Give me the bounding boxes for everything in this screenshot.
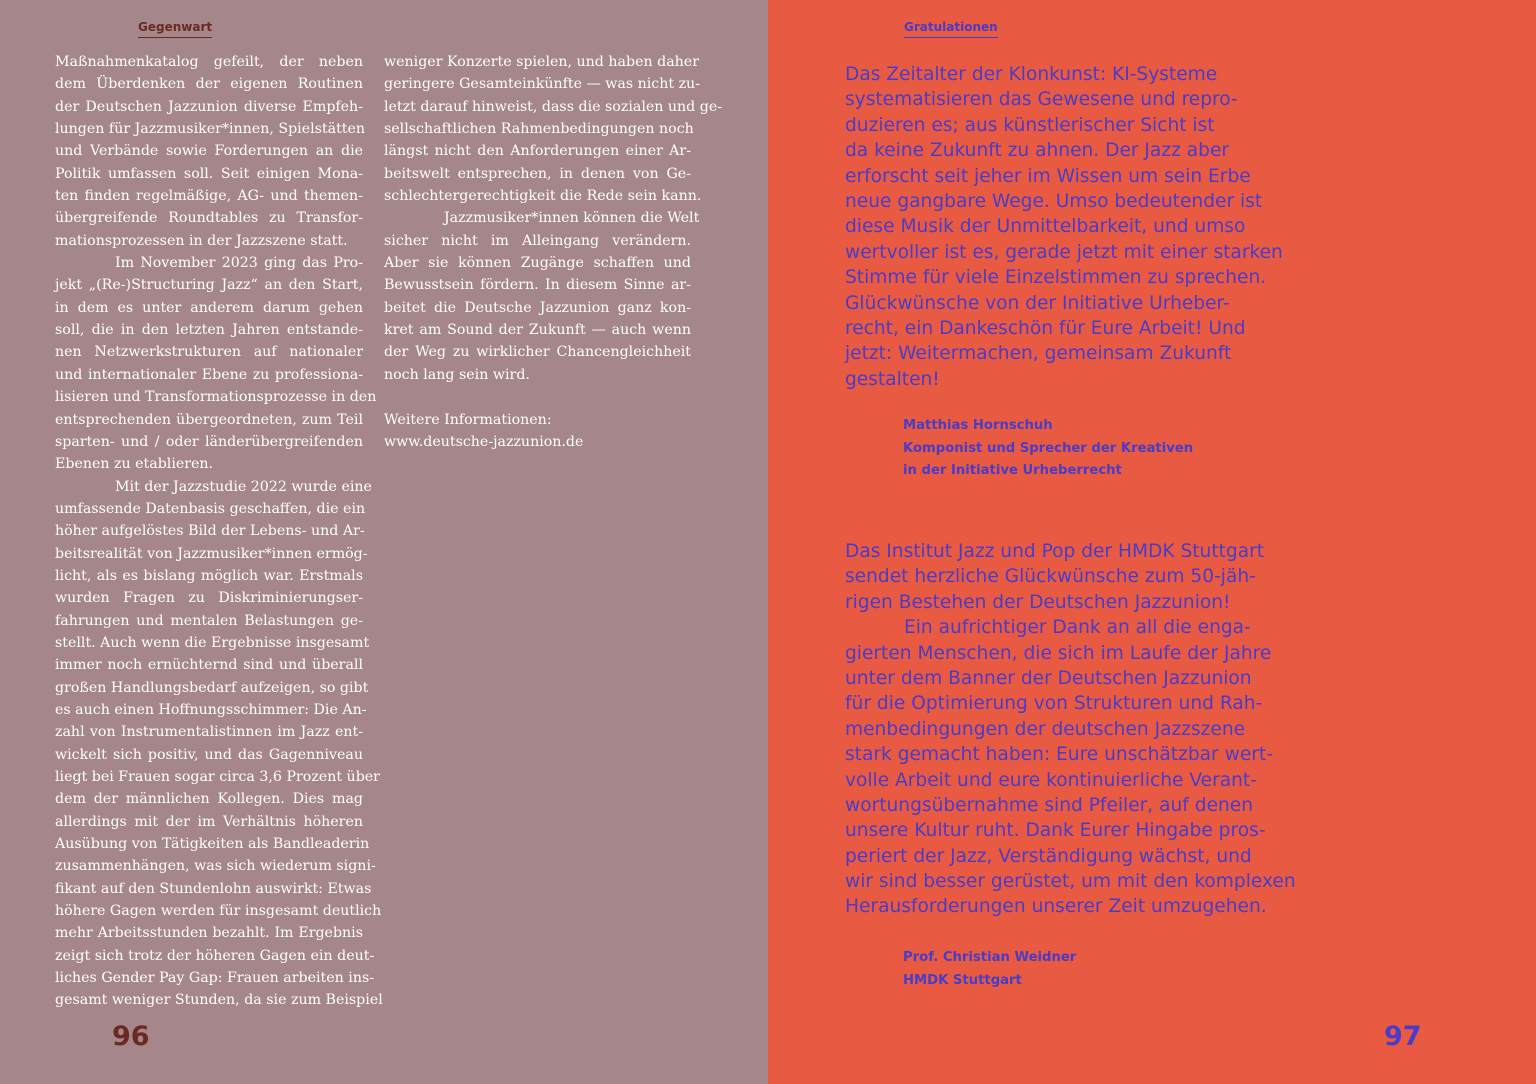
text-line: zusammenhängen, was sich wiederum signi- bbox=[55, 858, 376, 875]
text-line: stellt. Auch wenn die Ergebnisse insgesamt bbox=[55, 634, 370, 651]
text-line: ten finden regelmäßige, AG- und themen- bbox=[55, 188, 363, 205]
text-line: Ebenen zu etablieren. bbox=[55, 456, 214, 473]
article-column-2 bbox=[384, 51, 723, 453]
text-line: geringere Gesamteinkünfte — was nicht zu- bbox=[384, 76, 700, 93]
text-line: höhere Gagen werden für insgesamt deutlich bbox=[55, 903, 382, 920]
text-line: liches Gender Pay Gap: Frauen arbeiten ins- bbox=[55, 970, 375, 987]
greeting-line: sendet herzliche Glückwünsche zum 50-jäh- bbox=[845, 566, 1256, 588]
text-line: noch lang sein wird. bbox=[384, 366, 530, 383]
greeting-line: erforscht seit jeher im Wissen um sein Erbe bbox=[845, 165, 1251, 187]
signature-name: Prof. Christian Weidner bbox=[903, 950, 1077, 965]
greeting-line: volle Arbeit und eure kontinuierliche Verant- bbox=[845, 769, 1257, 791]
greeting-line: rigen Bestehen der Deutschen Jazzunion! bbox=[845, 591, 1231, 613]
greeting-line: Glückwünsche von der Initiative Urheber- bbox=[845, 292, 1230, 314]
text-line: und internationaler Ebene zu professiona- bbox=[55, 366, 363, 383]
text-line: und Verbände sowie Forderungen an die bbox=[55, 143, 363, 160]
section-label: Gegenwart bbox=[138, 20, 212, 38]
text-line: Politik umfassen soll. Seit einigen Mona- bbox=[55, 165, 363, 182]
signature-role: Komponist und Sprecher der Kreativen bbox=[903, 440, 1194, 456]
text-line: Maßnahmenkatalog gefeilt, der neben bbox=[55, 54, 363, 70]
page-number: 97 bbox=[1384, 1021, 1422, 1052]
text-line: immer noch ernüchternd sind und überall bbox=[55, 657, 363, 674]
greeting-line: unsere Kultur ruht. Dank Eurer Hingabe pros- bbox=[845, 820, 1266, 842]
greeting-line: duzieren es; aus künstlerischer Sicht ist bbox=[845, 114, 1215, 136]
greeting-text-2 bbox=[845, 539, 1365, 920]
right-page bbox=[768, 0, 1536, 1084]
greeting-line: Herausforderungen unserer Zeit umzugehen. bbox=[845, 896, 1267, 918]
text-line: soll, die in den letzten Jahren entstande- bbox=[55, 322, 363, 339]
greeting-line: diese Musik der Unmittelbarkeit, und umso bbox=[845, 216, 1246, 238]
text-line: längst nicht den Anforderungen einer Ar- bbox=[384, 143, 691, 160]
text-line: beitet die Deutsche Jazzunion ganz kon- bbox=[384, 299, 691, 316]
text-line: der Weg zu wirklicher Chancengleichheit bbox=[384, 344, 691, 361]
text-line: entsprechenden übergeordneten, zum Teil bbox=[55, 411, 363, 428]
text-line: weniger Konzerte spielen, und haben daher bbox=[384, 54, 699, 70]
greeting-line: periert der Jazz, Verständigung wächst, und bbox=[845, 845, 1252, 867]
greeting-line: recht, ein Dankeschön für Eure Arbeit! Und bbox=[845, 317, 1246, 339]
text-line: dem der männlichen Kollegen. Dies mag bbox=[55, 791, 363, 808]
text-line: fahrungen und mentalen Belastungen ge- bbox=[55, 612, 363, 629]
text-line: Jazzmusiker*innen können die Welt bbox=[444, 210, 700, 227]
signature-2 bbox=[903, 947, 1076, 992]
greeting-text-1 bbox=[845, 62, 1365, 392]
text-line: beitswelt entsprechen, in denen von Ge- bbox=[384, 165, 691, 182]
text-line: mationsprozessen in der Jazzszene statt. bbox=[55, 232, 348, 249]
text-line: liegt bei Frauen sogar circa 3,6 Prozent über bbox=[55, 769, 380, 785]
greeting-line: Das Zeitalter der Klonkunst: KI-Systeme bbox=[845, 64, 1218, 85]
text-line: www.deutsche-jazzunion.de bbox=[384, 433, 584, 450]
text-line: lungen für Jazzmusiker*innen, Spielstätten bbox=[55, 121, 366, 138]
greeting-line: Das Institut Jazz und Pop der HMDK Stuttgart bbox=[845, 541, 1265, 562]
text-line: übergreifende Roundtables zu Transfor- bbox=[55, 210, 363, 227]
text-line: zahl von Instrumentalistinnen im Jazz ent- bbox=[55, 724, 363, 741]
article-column-1 bbox=[55, 51, 383, 1012]
text-line: fikant auf den Stundenlohn auswirkt: Etwas bbox=[55, 880, 372, 897]
text-line: sicher nicht im Alleingang verändern. bbox=[384, 232, 691, 249]
text-line: licht, als es bislang möglich war. Erstmals bbox=[55, 567, 363, 584]
text-line: der Deutschen Jazzunion diverse Empfeh- bbox=[55, 98, 363, 115]
text-line: gesamt weniger Stunden, da sie zum Beispiel bbox=[55, 992, 383, 1009]
text-line: letzt darauf hinweist, dass die sozialen und ge- bbox=[384, 98, 723, 115]
text-line: Aber sie können Zugänge schaffen und bbox=[384, 255, 691, 272]
signature-1 bbox=[903, 415, 1193, 483]
greeting-line: Stimme für viele Einzelstimmen zu sprechen. bbox=[845, 267, 1267, 289]
text-line: Im November 2023 ging das Pro- bbox=[115, 255, 363, 272]
greeting-line: wir sind besser gerüstet, um mit den komplexen bbox=[845, 871, 1296, 893]
text-line: umfassende Datenbasis geschaffen, die ein bbox=[55, 500, 366, 517]
greeting-line: stark gemacht haben: Eure unschätzbar wert- bbox=[845, 744, 1273, 766]
text-line: mehr Arbeitsstunden bezahlt. Im Ergebnis bbox=[55, 925, 363, 942]
text-line: sparten- und / oder länderübergreifenden bbox=[55, 433, 363, 450]
text-line: wurden Fragen zu Diskriminierungser- bbox=[55, 590, 363, 607]
greeting-line: Ein aufrichtiger Dank an all die enga- bbox=[904, 617, 1251, 639]
text-line: sellschaftlichen Rahmenbedingungen noch bbox=[384, 121, 694, 138]
text-line: es auch einen Hoffnungsschimmer: Die An- bbox=[55, 701, 367, 718]
text-line: kret am Sound der Zukunft — auch wenn bbox=[384, 322, 691, 339]
text-line: Weitere Informationen: bbox=[384, 411, 552, 428]
text-line: Bewusstsein fördern. In diesem Sinne ar- bbox=[384, 277, 691, 294]
text-line: allerdings mit der im Verhältnis höheren bbox=[55, 813, 363, 830]
greeting-line: systematisieren das Gewesene und repro- bbox=[845, 89, 1238, 111]
text-line: in dem es unter anderem darum gehen bbox=[55, 299, 363, 316]
greeting-line: da keine Zukunft zu ahnen. Der Jazz aber bbox=[845, 140, 1230, 162]
text-line: Mit der Jazzstudie 2022 wurde eine bbox=[115, 478, 372, 495]
text-line: beitsrealität von Jazzmusiker*innen ermög- bbox=[55, 545, 368, 562]
signature-role: HMDK Stuttgart bbox=[903, 972, 1022, 988]
text-line: Ausübung von Tätigkeiten als Bandleaderin bbox=[55, 836, 370, 853]
greeting-line: unter dem Banner der Deutschen Jazzunion bbox=[845, 667, 1252, 689]
greeting-line: gierten Menschen, die sich im Laufe der Jahre bbox=[845, 642, 1272, 664]
text-line: schlechtergerechtigkeit die Rede sein kann. bbox=[384, 188, 702, 205]
greeting-line: wertvoller ist es, gerade jetzt mit einer starken bbox=[845, 241, 1283, 263]
page-number: 96 bbox=[112, 1021, 150, 1052]
greeting-line: wortungsübernahme sind Pfeiler, auf denen bbox=[845, 794, 1254, 816]
greeting-line: für die Optimierung von Strukturen und Rah- bbox=[845, 693, 1263, 715]
greeting-line: jetzt: Weitermachen, gemeinsam Zukunft bbox=[845, 343, 1232, 365]
signature-name: Matthias Hornschuh bbox=[903, 418, 1053, 433]
text-line: großen Handlungsbedarf aufzeigen, so gibt bbox=[55, 679, 369, 696]
text-line: zeigt sich trotz der höheren Gagen ein deut- bbox=[55, 947, 375, 964]
text-line: nen Netzwerkstrukturen auf nationaler bbox=[55, 344, 363, 361]
greeting-line: neue gangbare Wege. Umso bedeutender ist bbox=[845, 190, 1263, 212]
text-line: dem Überdenken der eigenen Routinen bbox=[55, 76, 363, 93]
paragraph-gap bbox=[384, 386, 691, 408]
greeting-line: menbedingungen der deutschen Jazzszene bbox=[845, 718, 1246, 740]
text-line: jekt „(Re-)Structuring Jazz“ an den Start, bbox=[55, 277, 363, 294]
greeting-line: gestalten! bbox=[845, 368, 940, 390]
text-line: höher aufgelöstes Bild der Lebens- und Ar- bbox=[55, 523, 365, 540]
text-line: wickelt sich positiv, und das Gagenniveau bbox=[55, 746, 363, 763]
section-label: Gratulationen bbox=[904, 20, 998, 38]
text-line: lisieren und Transformationsprozesse in den bbox=[55, 389, 377, 406]
signature-role: in der Initiative Urheberrecht bbox=[903, 463, 1122, 478]
